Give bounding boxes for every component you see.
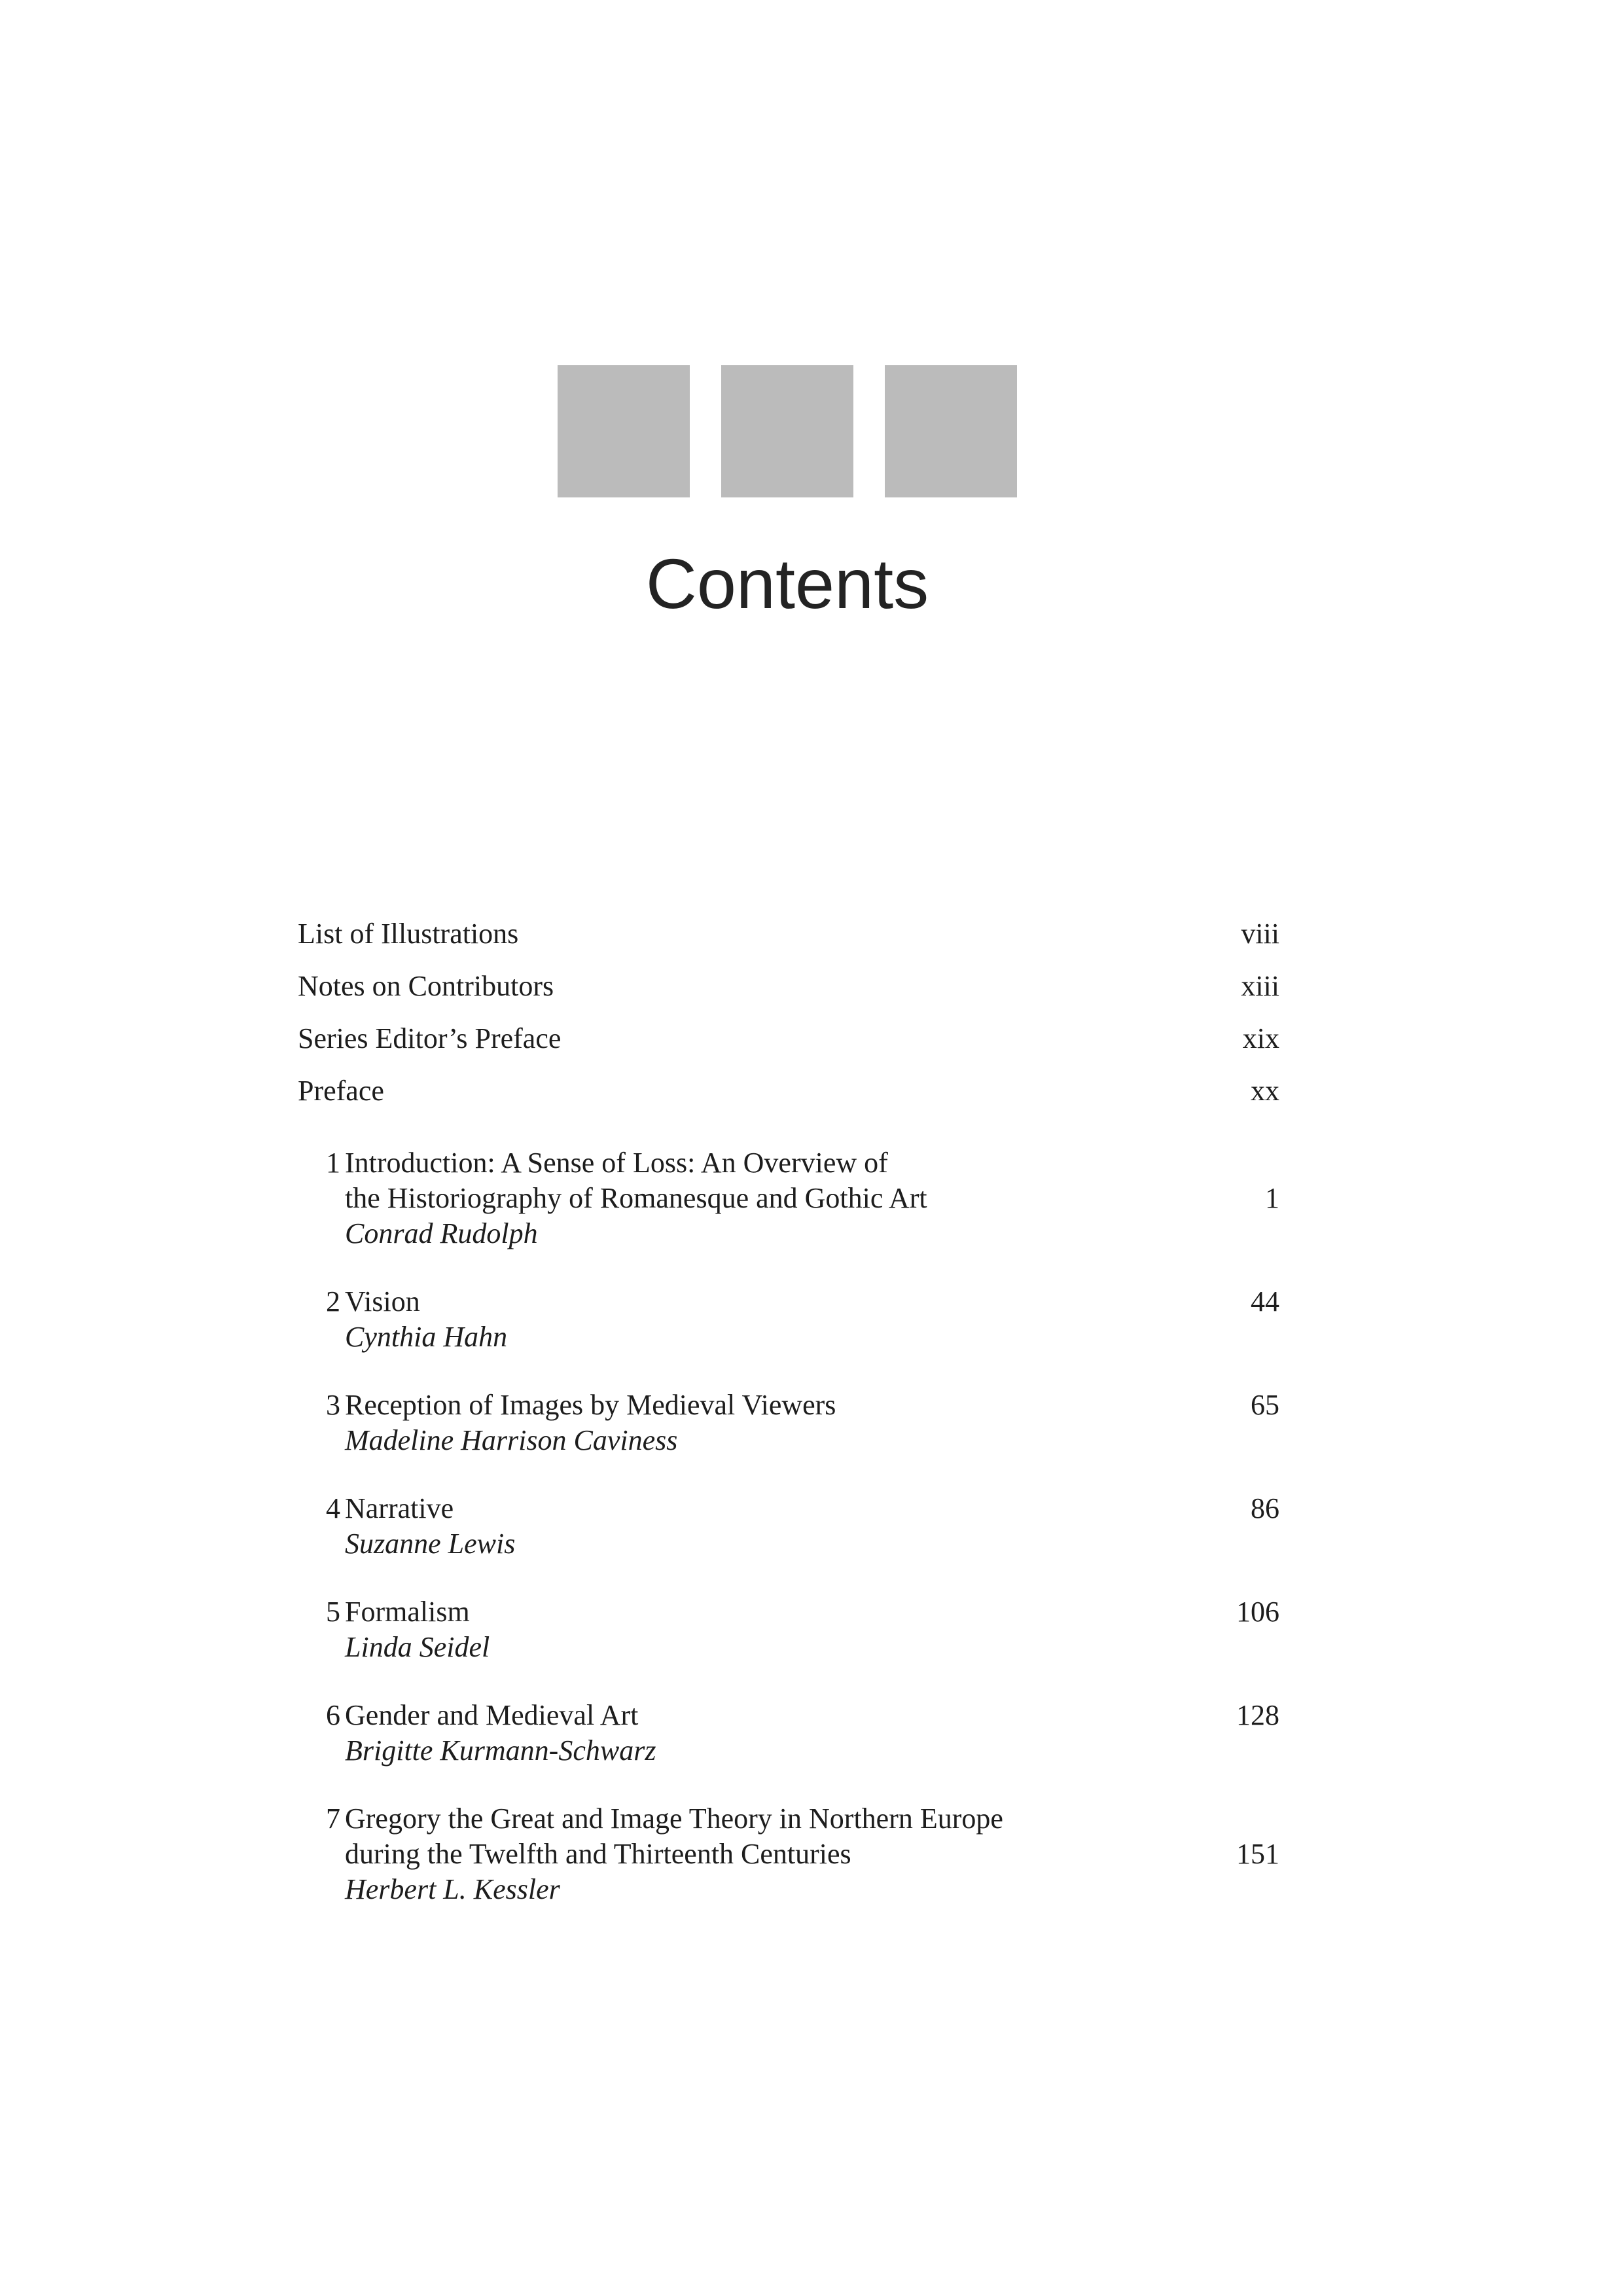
chapter-title-line: the Historiography of Romanesque and Gothic Art	[345, 1182, 927, 1214]
chapter-title-line: Gregory the Great and Image Theory in Northern Europe	[345, 1803, 1003, 1835]
ornament-square	[721, 365, 853, 497]
toc-entry-front-matter[interactable]	[298, 916, 1279, 952]
chapter-author: Brigitte Kurmann-Schwarz	[345, 1734, 656, 1767]
chapter-number: 7	[326, 1803, 340, 1835]
toc-entry-title: List of Illustrations	[298, 918, 519, 950]
toc-chapter-6[interactable]	[298, 1698, 1279, 1768]
toc-page-number: xx	[1251, 1075, 1279, 1107]
chapter-author: Linda Seidel	[345, 1631, 490, 1663]
toc-chapter-5[interactable]	[298, 1594, 1279, 1665]
toc-entry-title: Series Editor’s Preface	[298, 1022, 562, 1054]
toc-entry-title: Notes on Contributors	[298, 970, 554, 1002]
chapter-author: Conrad Rudolph	[345, 1217, 538, 1249]
chapter-title-line: Introduction: A Sense of Loss: An Overview of	[345, 1147, 888, 1179]
toc-page-number: 106	[1236, 1596, 1279, 1628]
chapter-number: 3	[326, 1389, 340, 1421]
chapter-number: 2	[326, 1285, 340, 1318]
toc-page-number: 44	[1251, 1285, 1279, 1318]
chapter-title-line: during the Twelfth and Thirteenth Centuries	[345, 1838, 851, 1870]
ornament-square	[885, 365, 1017, 497]
chapter-author: Herbert L. Kessler	[345, 1873, 560, 1905]
chapter-number: 5	[326, 1596, 340, 1628]
table-of-contents	[298, 916, 1279, 1940]
chapter-title-line: Narrative	[345, 1492, 454, 1524]
chapter-author: Suzanne Lewis	[345, 1528, 516, 1560]
chapter-title-line: Formalism	[345, 1596, 470, 1628]
toc-page-number: 86	[1251, 1492, 1279, 1524]
ornament-square	[558, 365, 690, 497]
chapter-number: 1	[326, 1147, 340, 1179]
chapter-title-line: Gender and Medieval Art	[345, 1699, 639, 1731]
toc-page-number: 65	[1251, 1389, 1279, 1421]
toc-chapter-2[interactable]	[298, 1284, 1279, 1355]
chapter-title-line: Reception of Images by Medieval Viewers	[345, 1389, 836, 1421]
toc-entry-title: Preface	[298, 1075, 384, 1107]
chapter-author: Madeline Harrison Caviness	[345, 1424, 678, 1456]
toc-page-number: 128	[1236, 1699, 1279, 1731]
toc-chapter-3[interactable]	[298, 1388, 1279, 1458]
toc-chapter-7[interactable]	[298, 1801, 1279, 1907]
toc-page-number: 151	[1236, 1838, 1279, 1870]
chapter-number: 6	[326, 1699, 340, 1731]
chapter-number: 4	[326, 1492, 340, 1524]
toc-chapter-1[interactable]	[298, 1145, 1279, 1251]
toc-page-number: xix	[1242, 1022, 1279, 1054]
chapter-title-line: Vision	[345, 1285, 420, 1318]
page-title: Contents	[645, 544, 929, 623]
toc-entry-front-matter[interactable]	[298, 1021, 1279, 1056]
toc-page-number: viii	[1241, 918, 1279, 950]
toc-entry-front-matter[interactable]	[298, 969, 1279, 1004]
chapter-author: Cynthia Hahn	[345, 1321, 508, 1353]
header-ornament	[558, 365, 1016, 497]
toc-page-number: xiii	[1241, 970, 1279, 1002]
toc-chapter-4[interactable]	[298, 1491, 1279, 1562]
toc-page-number: 1	[1265, 1182, 1279, 1214]
toc-entry-front-matter[interactable]	[298, 1073, 1279, 1109]
